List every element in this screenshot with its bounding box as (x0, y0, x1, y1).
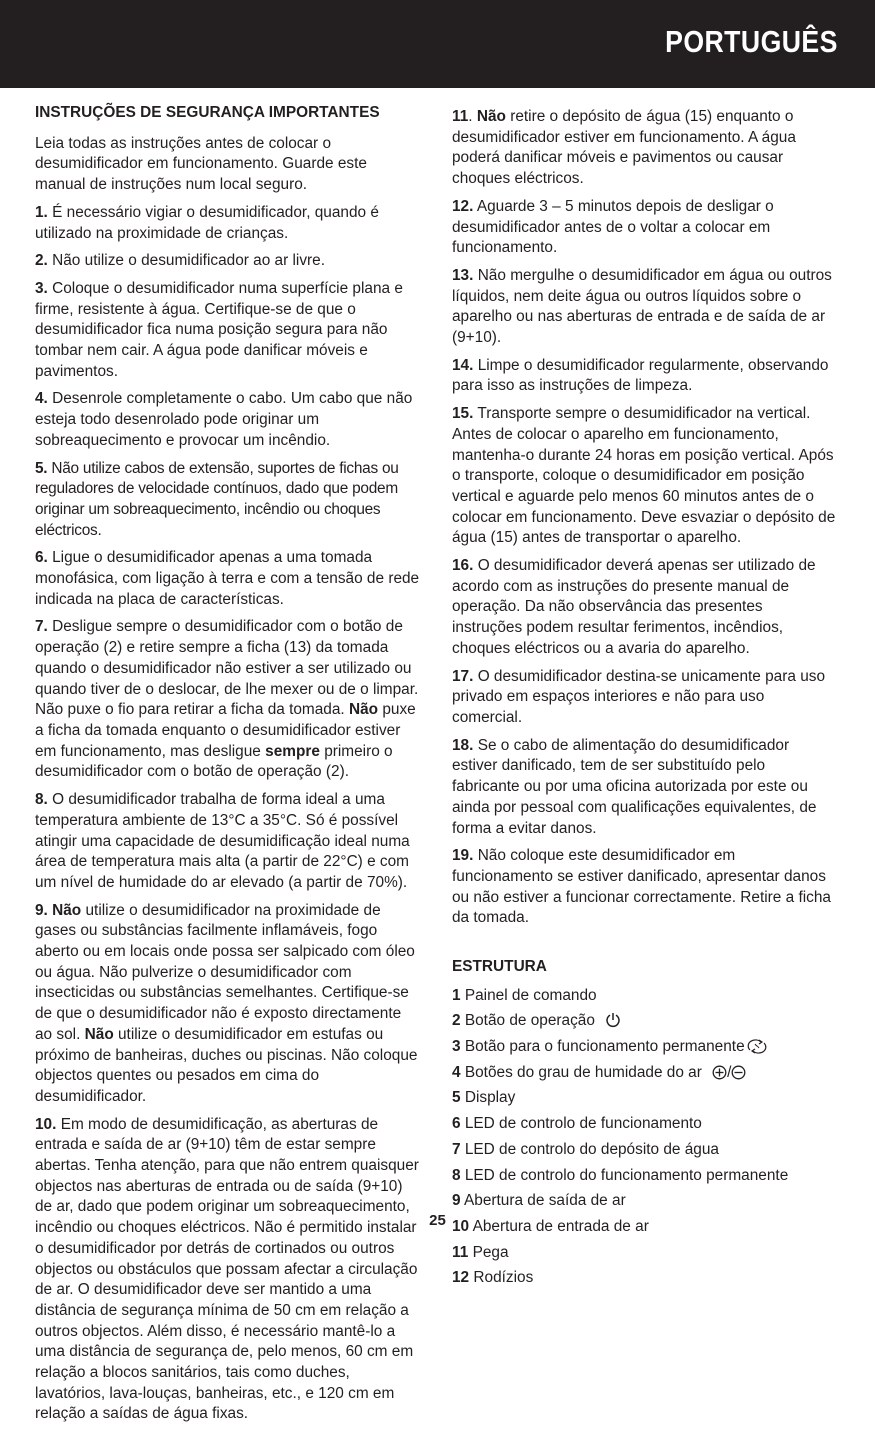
language-title: PORTUGUÊS (665, 24, 838, 59)
safety-item-1: 1. É necessário vigiar o desumidificador, quando é utilizado na proximidade de crianças. (35, 203, 379, 242)
structure-item-11: 11 Pega (452, 1243, 509, 1261)
safety-item-17: 17. O desumidificador destina-se unicamente para uso privado em espaços interiores e não para uso comercial. (452, 667, 826, 726)
structure-item-1: 1 Painel de comando (452, 986, 597, 1004)
structure-item-9: 9 Abertura de saída de ar (452, 1192, 626, 1210)
structure-item-12: 12 Rodízios (452, 1269, 534, 1287)
safety-item-13: 13. Não mergulhe o desumidificador em água ou outros líquidos, nem deite água ou outros líquidos sobre o aparelho ou nas aberturas de entrada e de saída de ar (9+10). (452, 266, 832, 347)
structure-item-8: 8 LED de controlo do funcionamento permanente (452, 1166, 789, 1184)
left-column (35, 103, 421, 1432)
safety-item-4: 4. Desenrole completamente o cabo. Um cabo que não esteja todo desenrolado pode originar um sobreaquecimento e provocar um incêndio. (35, 390, 413, 449)
language-header-bar (0, 0, 875, 88)
safety-item-16: 16. O desumidificador deverá apenas ser utilizado de acordo com as instruções do presente manual de operação. Da não observância das presentes instruções podem resultar ferimentos, incêndios, choques eléctricos ou a avaria do aparelho. (452, 557, 816, 657)
page-number: 25 (429, 1212, 446, 1229)
continuous-mode-icon (747, 1038, 767, 1061)
safety-intro: Leia todas as instruções antes de colocar o desumidificador em funcionamento. Guarde este manual de instruções num local seguro. (35, 134, 367, 194)
minus-icon (731, 1065, 746, 1087)
structure-item-10: 10 Abertura de entrada de ar (452, 1217, 649, 1235)
safety-title: INSTRUÇÕES DE SEGURANÇA IMPORTANTES (35, 104, 380, 121)
safety-item-9: 9. Não utilize o desumidificador na proximidade de gases ou substâncias facilmente inflamáveis, fogo aberto ou em locais onde possa ser salpicado com óleo ou água. Não pulverize o desumidificador com insecticidas ou substâncias semelhantes. Certifique-se de que o desumidificador não é exposto directamente ao sol. Não utilize o desumidificador em estufas ou próximo de banheiras, duches ou piscinas. Não coloque objectos quentes ou pesados em cima do desumidificador. (35, 901, 418, 1105)
structure-title: ESTRUTURA (452, 958, 547, 976)
structure-item-3: 3 Botão para o funcionamento permanente (452, 1037, 836, 1058)
structure-item-4: 4 Botões do grau de humidade do ar / (452, 1063, 836, 1084)
structure-item-5: 5 Display (452, 1089, 516, 1107)
safety-item-11: 11. Não retire o depósito de água (15) enquanto o desumidificador estiver em funcionamento. A água poderá danificar móveis e pavimentos ou causar choques eléctricos. (452, 108, 796, 188)
safety-item-14: 14. Limpe o desumidificador regularmente, observando para isso as instruções de limpeza. (452, 356, 829, 395)
power-icon (605, 1012, 621, 1035)
structure-item-7: 7 LED de controlo do depósito de água (452, 1140, 719, 1158)
safety-item-15: 15. Transporte sempre o desumidificador na vertical. Antes de colocar o aparelho em funcionamento, mantenha-o durante 24 horas em posição vertical. Após o transporte, coloque o desumidificador em posição vertical e aguarde pelo menos 60 minutos antes de o colocar em funcionamento. Deve esvaziar o depósito de água (15) antes de transportar o aparelho. (452, 405, 836, 547)
safety-item-5: 5. Não utilize cabos de extensão, suportes de fichas ou reguladores de velocidade contínuos, dado que podem originar um sobreaquecimento, incêndio ou choques eléctricos. (35, 459, 399, 539)
safety-item-8: 8. O desumidificador trabalha de forma ideal a uma temperatura ambiente de 13°C a 35°C. Só é possível atingir uma capacidade de desumidificação ideal numa área de temperatura mais alta (a partir de 22°C) e com um nível de humidade do ar elevado (a partir de 70%). (35, 791, 410, 891)
icon-separator: / (727, 1063, 732, 1081)
structure-item-6: 6 LED de controlo de funcionamento (452, 1115, 702, 1133)
right-column (452, 107, 836, 1294)
safety-item-2: 2. Não utilize o desumidificador ao ar livre. (35, 252, 326, 270)
safety-item-18: 18. Se o cabo de alimentação do desumidificador estiver danificado, tem de ser substituído pelo fabricante ou por uma oficina autorizada por este ou ainda por pessoal com qualificações equivalentes, de forma a evitar danos. (452, 736, 817, 837)
safety-item-19: 19. Não coloque este desumidificador em funcionamento se estiver danificado, apresentar danos ou não estiver a funcionar correctamente. Retire a ficha da tomada. (452, 847, 831, 927)
safety-item-3: 3. Coloque o desumidificador numa superfície plana e firme, resistente à água. Certifique-se de que o desumidificador fica numa posição segura para não tombar nem cair. A água pode danificar móveis e pavimentos. (35, 279, 403, 380)
safety-item-7: 7. Desligue sempre o desumidificador com o botão de operação (2) e retire sempre a ficha (13) da tomada quando o desumidificador não estiver a ser utilizado ou quando tiver de o deslocar, de lhe mexer ou de o limpar. Não puxe o fio para retirar a ficha da tomada. Não puxe a ficha da tomada enquanto o desumidificador estiver em funcionamento, mas desligue sempre primeiro o desumidificador com o botão de operação (2). (35, 618, 419, 781)
plus-icon (712, 1065, 727, 1087)
safety-item-6: 6. Ligue o desumidificador apenas a uma tomada monofásica, com ligação à terra e com a tensão de rede indicada na placa de características. (35, 549, 420, 608)
safety-item-10: 10. Em modo de desumidificação, as aberturas de entrada e saída de ar (9+10) têm de estar sempre abertas. Tenha atenção, para que não entrem quaisquer objectos nas aberturas de entrada ou de saída (9+10) de ar, dado que podem originar um sobreaquecimento, incêndio ou choques eléctricos. Não é permitido instalar o desumidificador por detrás de cortinados ou outros objectos ou obstáculos que possam afectar a circulação de ar. O desumidificador deve ser mantido a uma distância de segurança mínima de 50 cm em relação a outros objectos. Além disso, é necessário mantê-lo a uma distância de segurança de, pelo menos, 60 cm em relação a blocos sanitários, tais como duches, lavatórios, lava-louças, banheiras, etc., e 120 cm em relação a saídas de água fixas. (35, 1115, 419, 1423)
structure-item-2: 2 Botão de operação (452, 1011, 836, 1032)
safety-item-12: 12. Aguarde 3 – 5 minutos depois de desligar o desumidificador antes de o voltar a colocar em funcionamento. (452, 197, 774, 257)
